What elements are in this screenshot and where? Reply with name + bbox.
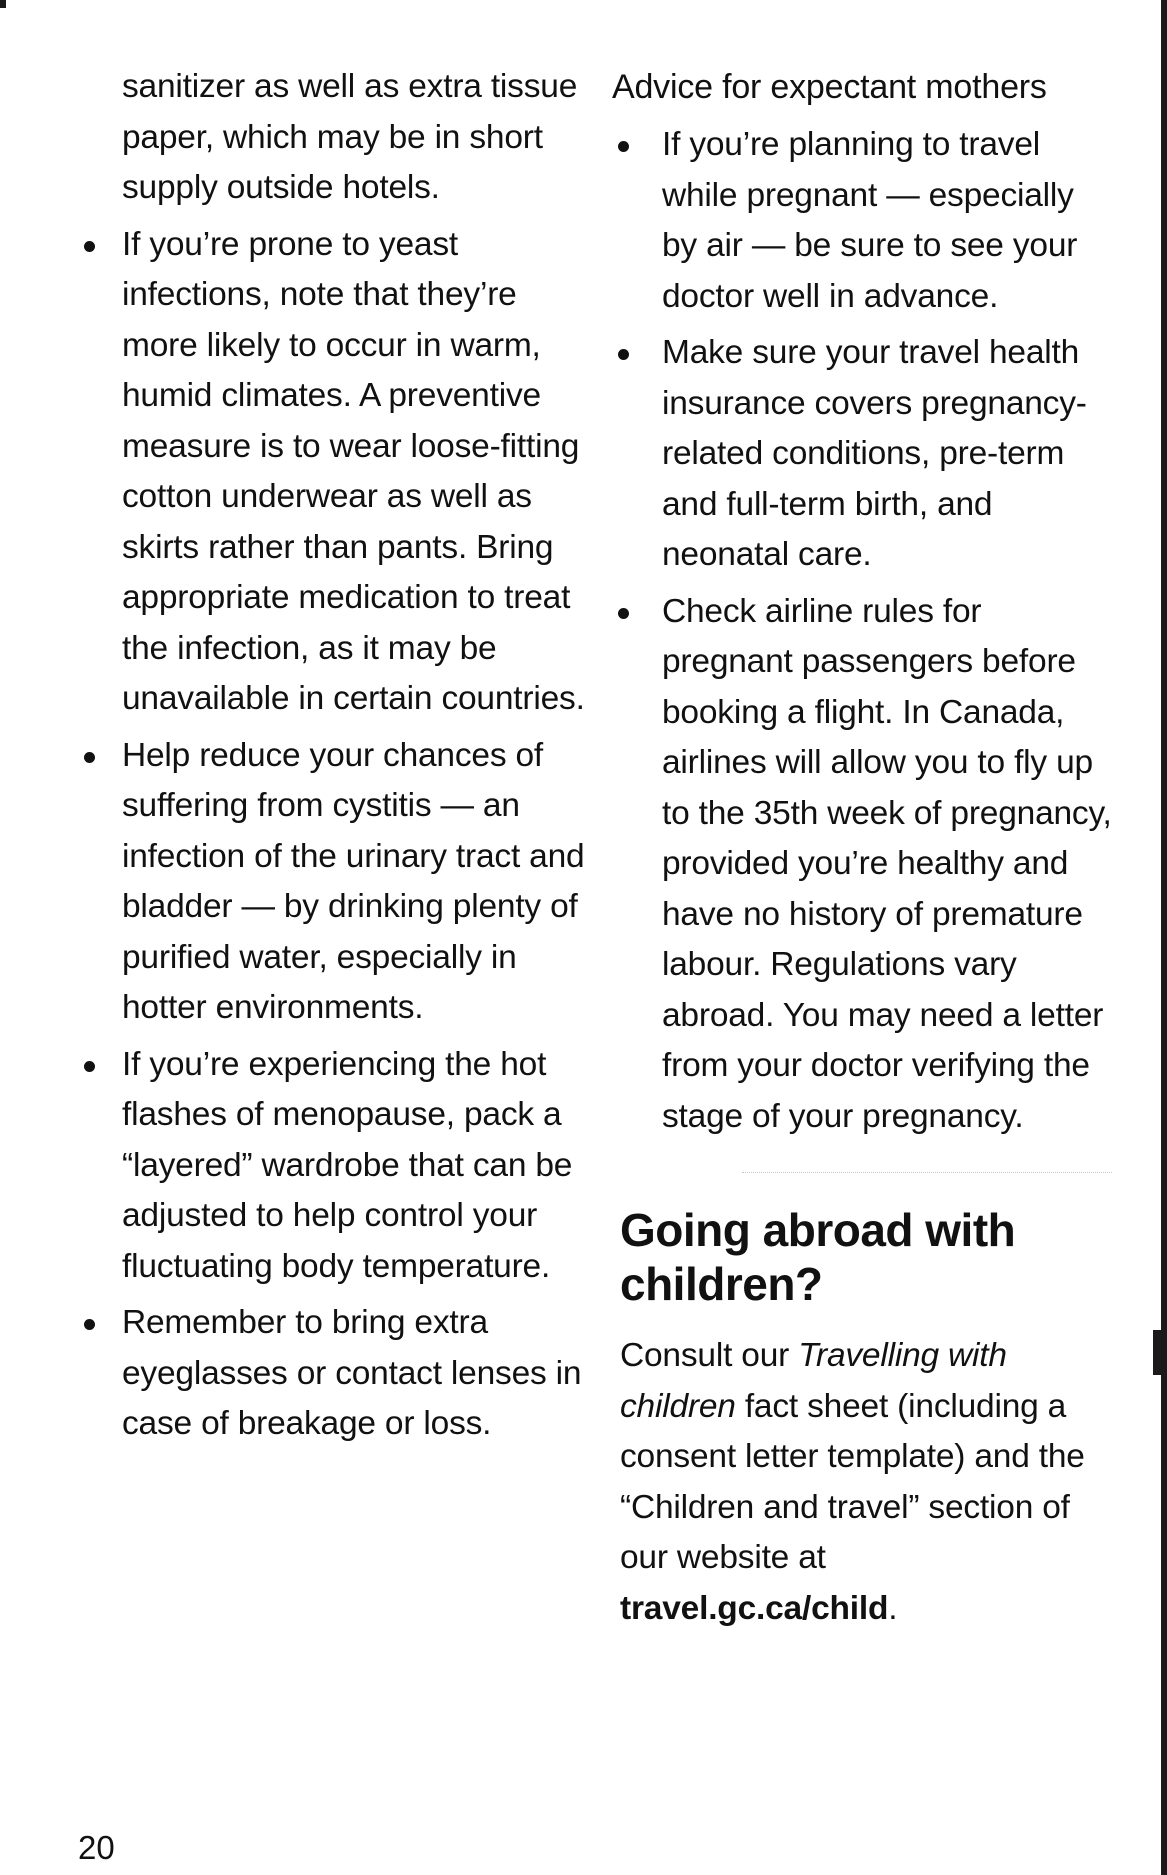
para-text-middle: fact sheet (including a consent letter template) and the “Children and travel” section of our website at (620, 1387, 1085, 1576)
bullet-icon (84, 1061, 95, 1072)
bullet-icon (618, 141, 629, 152)
list-item (612, 328, 1112, 581)
list-item-text: If you’re prone to yeast infections, note that they’re more likely to occur in warm, humid climates. A preventive measure is to wear loose-fitting cotton underwear as well as skirts rather than pants. Bring appropriate medication to treat the infection, as it may be unavailable in certain countries. (122, 225, 585, 717)
section-heading-children: Going abroad with children? (620, 1204, 1016, 1310)
bullet-icon (618, 608, 629, 619)
bullet-icon (84, 1319, 95, 1330)
para-text-before: Consult our (620, 1337, 799, 1374)
list-item-text: Remember to bring extra eyeglasses or contact lenses in case of breakage or loss. (122, 1304, 582, 1442)
list-item-text: If you’re planning to travel while pregnant — especially by air — be sure to see your doctor well in advance. (662, 126, 1078, 315)
list-item (72, 1298, 592, 1450)
list-item-text: Make sure your travel health insurance covers pregnancy-related conditions, pre-term and full-term birth, and neonatal care. (662, 334, 1087, 573)
list-item-text: Help reduce your chances of suffering from cystitis — an infection of the urinary tract and bladder — by drinking plenty of purified water, especially in hotter environments. (122, 736, 585, 1026)
page-number: 20 (78, 1829, 115, 1866)
section-paragraph (620, 1331, 1112, 1634)
fact-sheet-title: Travelling with children (620, 1337, 1007, 1425)
bullet-icon (618, 349, 629, 360)
left-column (72, 62, 592, 1456)
list-item-text: If you’re experiencing the hot flashes of menopause, pack a “layered” wardrobe that can be adjusted to help control your fluctuating body temperature. (122, 1045, 573, 1285)
list-item (612, 120, 1112, 322)
bullet-icon (84, 752, 95, 763)
right-column (612, 62, 1112, 1634)
subheading-expectant-mothers: Advice for expectant mothers (612, 68, 1047, 106)
scan-edge-right-notch (1153, 1330, 1167, 1375)
list-item (72, 1040, 592, 1293)
scan-edge-top-left (0, 0, 6, 8)
website-link[interactable]: travel.gc.ca/child (620, 1589, 889, 1627)
scan-edge-right (1161, 0, 1167, 1875)
list-item (612, 587, 1112, 1143)
bullet-icon (84, 241, 95, 252)
list-item (72, 220, 592, 725)
right-bullet-list (612, 120, 1112, 1142)
list-item (72, 731, 592, 1034)
list-item-text: Check airline rules for pregnant passengers before booking a flight. In Canada, airlines will allow you to fly up to the 35th week of pregnancy, provided you’re healthy and have no history of premature labour. Regulations vary abroad. You may need a letter from your doctor verifying the stage of your pregnancy. (662, 592, 1112, 1135)
section-divider (742, 1172, 1112, 1173)
left-bullet-list (72, 220, 592, 1450)
continuation-text: sanitizer as well as extra tissue paper, which may be in short supply outside hotels. (122, 68, 578, 206)
para-text-after: . (888, 1589, 898, 1627)
